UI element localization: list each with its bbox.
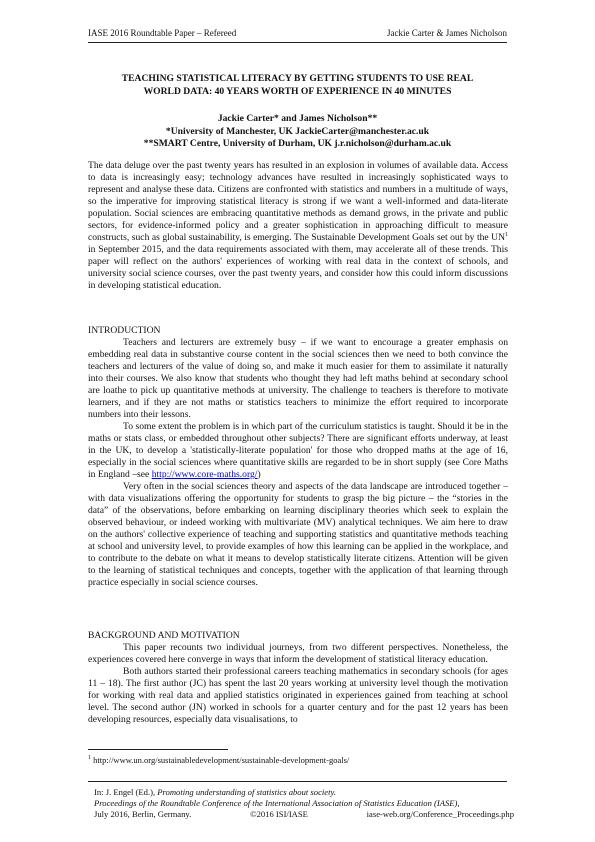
footnote: [88, 755, 349, 765]
introduction-heading: INTRODUCTION: [88, 325, 161, 336]
header-rule: [88, 42, 507, 43]
title-line-2: WORLD DATA: 40 YEARS WORTH OF EXPERIENCE IN 40 MINUTES: [143, 86, 452, 97]
running-head-left: IASE 2016 Roundtable Paper – Refereed: [88, 28, 237, 38]
intro-p2-tail: ): [257, 469, 261, 480]
footnote-rule: [88, 749, 228, 750]
abstract-text-b: in September 2015, and the data requirements associated with them, may accelerate all of these trends. This paper will reflect on the authors' experiences of working with real data in the context of schools, and university social science courses, over the past twenty years, and consider how this could inform discussions in developing statistical education.: [88, 244, 508, 291]
intro-paragraph-2: [88, 421, 508, 481]
running-head: [88, 28, 507, 38]
footer-line-1-title: Promoting understanding of statistics about society.: [157, 787, 336, 797]
background-heading: BACKGROUND AND MOTIVATION: [88, 630, 240, 641]
footer-rule: [88, 781, 507, 782]
background-paragraph-1: This paper recounts two individual journeys, from two different perspectives. Nonetheless, the experiences covered here converge in ways that inform the development of statistical literacy education.: [88, 642, 508, 665]
footer-date: July 2016, Berlin, Germany.: [94, 809, 192, 819]
footer-line-2: Proceedings of the Roundtable Conference of the International Association of Statistics Education (IASE),: [94, 798, 460, 808]
page-footer: [94, 787, 514, 820]
paper-title: [88, 72, 507, 98]
author-names: Jackie Carter* and James Nicholson**: [217, 113, 378, 124]
author-affiliation-1: *University of Manchester, UK JackieCarter@manchester.ac.uk: [165, 125, 430, 137]
intro-paragraph-1: Teachers and lecturers are extremely busy – if we want to encourage a greater emphasis on embedding real data in substantive course content in the social sciences then we need to both convince the teachers and lecturers of the value of doing so, and make it much easier for them to assimilate it naturally into their courses. We also know that students who thought they had left maths behind at secondary school are loathe to pick up quantitative methods at university. The challenge to teachers is therefore to motivate learners, and if they are not maths or statistics teachers to minimize the effort required to incorporate numbers into their lessons.: [88, 337, 508, 420]
intro-paragraph-3: Very often in the social sciences theory and aspects of the data landscape are introduced together – with data visualizations offering the opportunity for students to grasp the big picture – the “stories in the data” of the observations, before embarking on learning disciplinary theories which seek to explain the observed behaviour, or indeed working with multivariate (MV) analytical techniques. We aim here to draw on the authors' collective experience of teaching and supporting statistics and quantitative methods teaching at school and university level, to provide examples of how this learning can be applied in the workplace, and to contribute to the debate on what it means to develop statistically literate citizens. Attention will be given to the learning of statistical techniques and concepts, together with the application of that learning through practice especially in social science courses.: [88, 481, 508, 588]
footer-copyright: ©2016 ISI/IASE: [250, 809, 308, 819]
intro-p2-text: To some extent the problem is in which part of the curriculum statistics is taught. Should it be in the maths or stats class, or embedded throughout other subjects? There are significant efforts underway, at least in the UK, to develop a 'statistically-literate population' for those who dropped maths at the age of 16, especially in the social sciences where quantitative skills are regarded to be in short supply (see Core Maths in England –see: [88, 421, 508, 480]
author-block: [88, 113, 507, 151]
background-section: [88, 630, 508, 726]
title-line-1: TEACHING STATISTICAL LITERACY BY GETTING STUDENTS TO USE REAL: [121, 73, 474, 84]
footnote-text[interactable]: http://www.un.org/sustainabledevelopment/sustainable-development-goals/: [91, 755, 350, 765]
author-affiliation-2: **SMART Centre, University of Durham, UK j.r.nicholson@durham.ac.uk: [143, 138, 452, 149]
abstract-text-a: The data deluge over the past twenty years has resulted in an explosion in volumes of available data. Access to data is increasingly easy; technology advances have resulted in increasingly sophisticated ways to represent and analyse these data. Citizens are confronted with statistics and numbers in a multitude of ways, so the imperative for improving statistical literacy is strong if we want a well-informed and data-literate population. Social sciences are embracing quantitative methods as demand grows, in the private and public sectors, for evidence-informed policy and a greater sophistication in approaching difficult to measure constructs, such as global sustainability, is emerging. The Sustainable Development Goals set out by the UN: [88, 160, 508, 243]
footer-url: iase-web.org/Conference_Proceedings.php: [366, 809, 514, 819]
footer-line-1: In: J. Engel (Ed.),: [94, 787, 158, 797]
footnote-mark: 1: [88, 755, 91, 762]
introduction-section: [88, 325, 508, 589]
background-paragraph-2: Both authors started their professional careers teaching mathematics in secondary schools (for ages 11 – 18). The first author (JC) has spent the last 20 years working at university level though the motivation for working with real data and applied statistics originated in experiences gained from teaching at school level. The second author (JN) worked in schools for a quarter century and for the past 12 years has been developing resources, especially data visualisations, to: [88, 666, 508, 725]
core-maths-link[interactable]: http://www.core-maths.org/: [151, 469, 258, 480]
abstract: [88, 160, 508, 292]
running-head-right: Jackie Carter & James Nicholson: [387, 28, 507, 38]
footnote-ref-1[interactable]: 1: [505, 231, 508, 238]
